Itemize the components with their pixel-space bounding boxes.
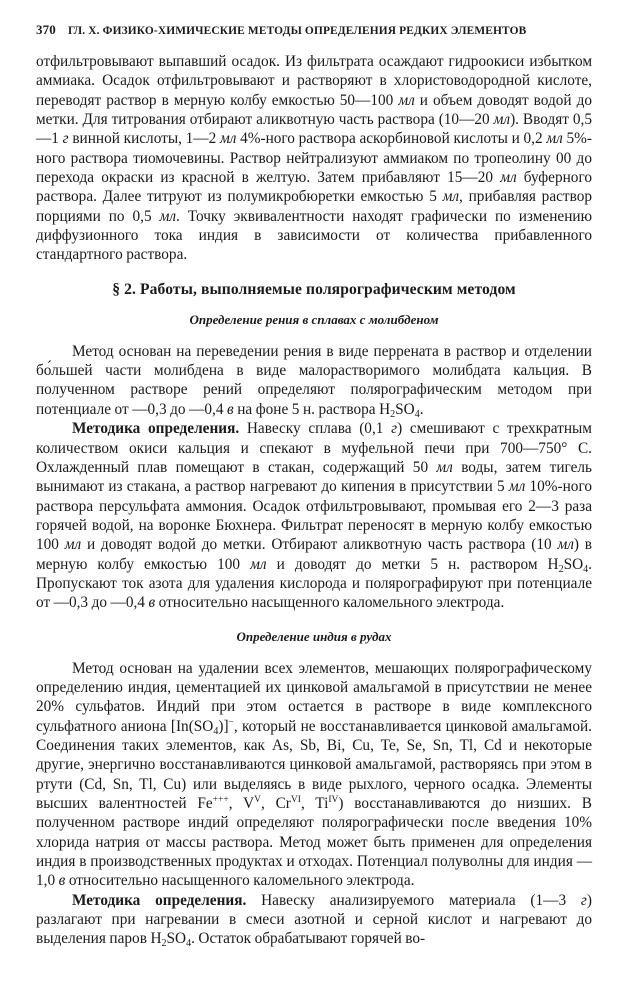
rhenium-method-paragraph: Метод основан на переведении рения в виде перрената в раствор и отделении бо́льшей части молибдена в виде малорастворимого молибдата кальция. В полученном растворе рений определяют полярографическим методом при потенциале от —0,3 до —0,4 в на фоне 5 н. раствора $H_2SO_4$. [36,342,592,420]
continuation-paragraph: отфильтровывают выпавший осадок. Из фильтрата осаждают гидроокиси избытком аммиака. Осадок отфильтровывают и растворяют в хлористоводородной кислоте, переводят раствор в мерную колбу емкостью 50—100 мл и объем доводят водой до метки. Для титрования отбирают аликвотную часть раствора (10—20 мл). Вводят 0,5—1 г винной кислоты, 1—2 мл 4%-ного раствора аскорбиновой кислоты и 0,2 мл 5%-ного раствора тиомочевины. Раствор нейтрализуют аммиаком по тропеолину 00 до перехода окраски из красной в желтую. Затем прибавляют 15—20 мл буферного раствора. Далее титруют из полумикробюретки емкостью 5 мл, прибавляя раствор порциями по 0,5 мл. Точку эквивалентности находят графически по изменению диффузионного тока индия в зависимости от количества прибавленного стандартного раствора. [36,53,593,264]
indium-method-paragraph: Метод основан на удалении всех элементов, мешающих полярографическому определению индия, цементацией их цинковой амальгамой в присутствии не менее 20% сульфатов. Индий при этом остается в растворе в виде комплексного сульфатного аниона $[In(SO_4)]^-$, который не восстанавливается цинковой амальгамой. Соединения таких элементов, как As, Sb, Bi, Cu, Te, Se, Sn, Tl, Cd и некоторые другие, энергично восстанавливаются цинковой амальгамой, растворяясь при этом в ртути (Cd, Sn, Tl, Cu) или выделяясь в виде рыхлого, черного осадка. Элементы высших валентностей Fe+++, $V^V$, $Cr^{VI}$, $Ti^{IV}$) восстанавливаются до низших. В полученном растворе индий определяют полярографически после введения 10% хлорида натрия от массы раствора. Метод может быть применен для определения индия в производственных продуктах и отходах. Потенциал полуволны для индия —1,0 в относительно насыщенного каломельного электрода. [36,659,592,890]
indium-subheading: Определение индия в рудах [236,628,392,644]
running-title: ГЛ. X. ФИЗИКО-ХИМИЧЕСКИЕ МЕТОДЫ ОПРЕДЕЛЕНИЯ РЕДКИХ ЭЛЕМЕНТОВ [67,25,527,37]
procedure-lead: Методика определения. [72,420,240,438]
rhenium-procedure-paragraph: Методика определения. Навеску сплава (0,1 г) смешивают с трехкратным количеством окиси кальция и спекают в муфельной печи при 700—750° С. Охлажденный плав помещают в стакан, содержащий 50 мл воды, затем тигель вынимают из стакана, а раствор нагревают до кипения в присутствии 5 мл 10%-ного раствора персульфата аммония. Осадок отфильтровывают, промывая его 2—3 раза горячей водой, на воронке Бюхнера. Фильтрат переносят в мерную колбу емкостью 100 мл и доводят водой до метки. Отбирают аликвотную часть раствора (10 мл) в мерную колбу емкостью 100 мл и доводят до метки 5 н. раствором $H_2SO_4$. Пропускают ток азота для удаления кислорода и полярографируют при потенциале от —0,3 до —0,4 в относительно насыщенного каломельного электрода. [36,420,592,612]
running-header [36,22,592,38]
page-number: 370 [36,22,56,37]
section-heading: § 2. Работы, выполняемые полярографическим методом [112,280,516,298]
indium-procedure-paragraph: Методика определения. Навеску анализируемого материала (1—3 г) разлагают при нагревании в смеси азотной и серной кислот и нагревают до выделения паров $H_2SO_4$. Остаток обрабатывают горячей во- [36,891,592,950]
procedure-lead: Методика определения. [72,891,247,909]
rhenium-subheading: Определение рения в сплавах с молибденом [189,311,439,327]
